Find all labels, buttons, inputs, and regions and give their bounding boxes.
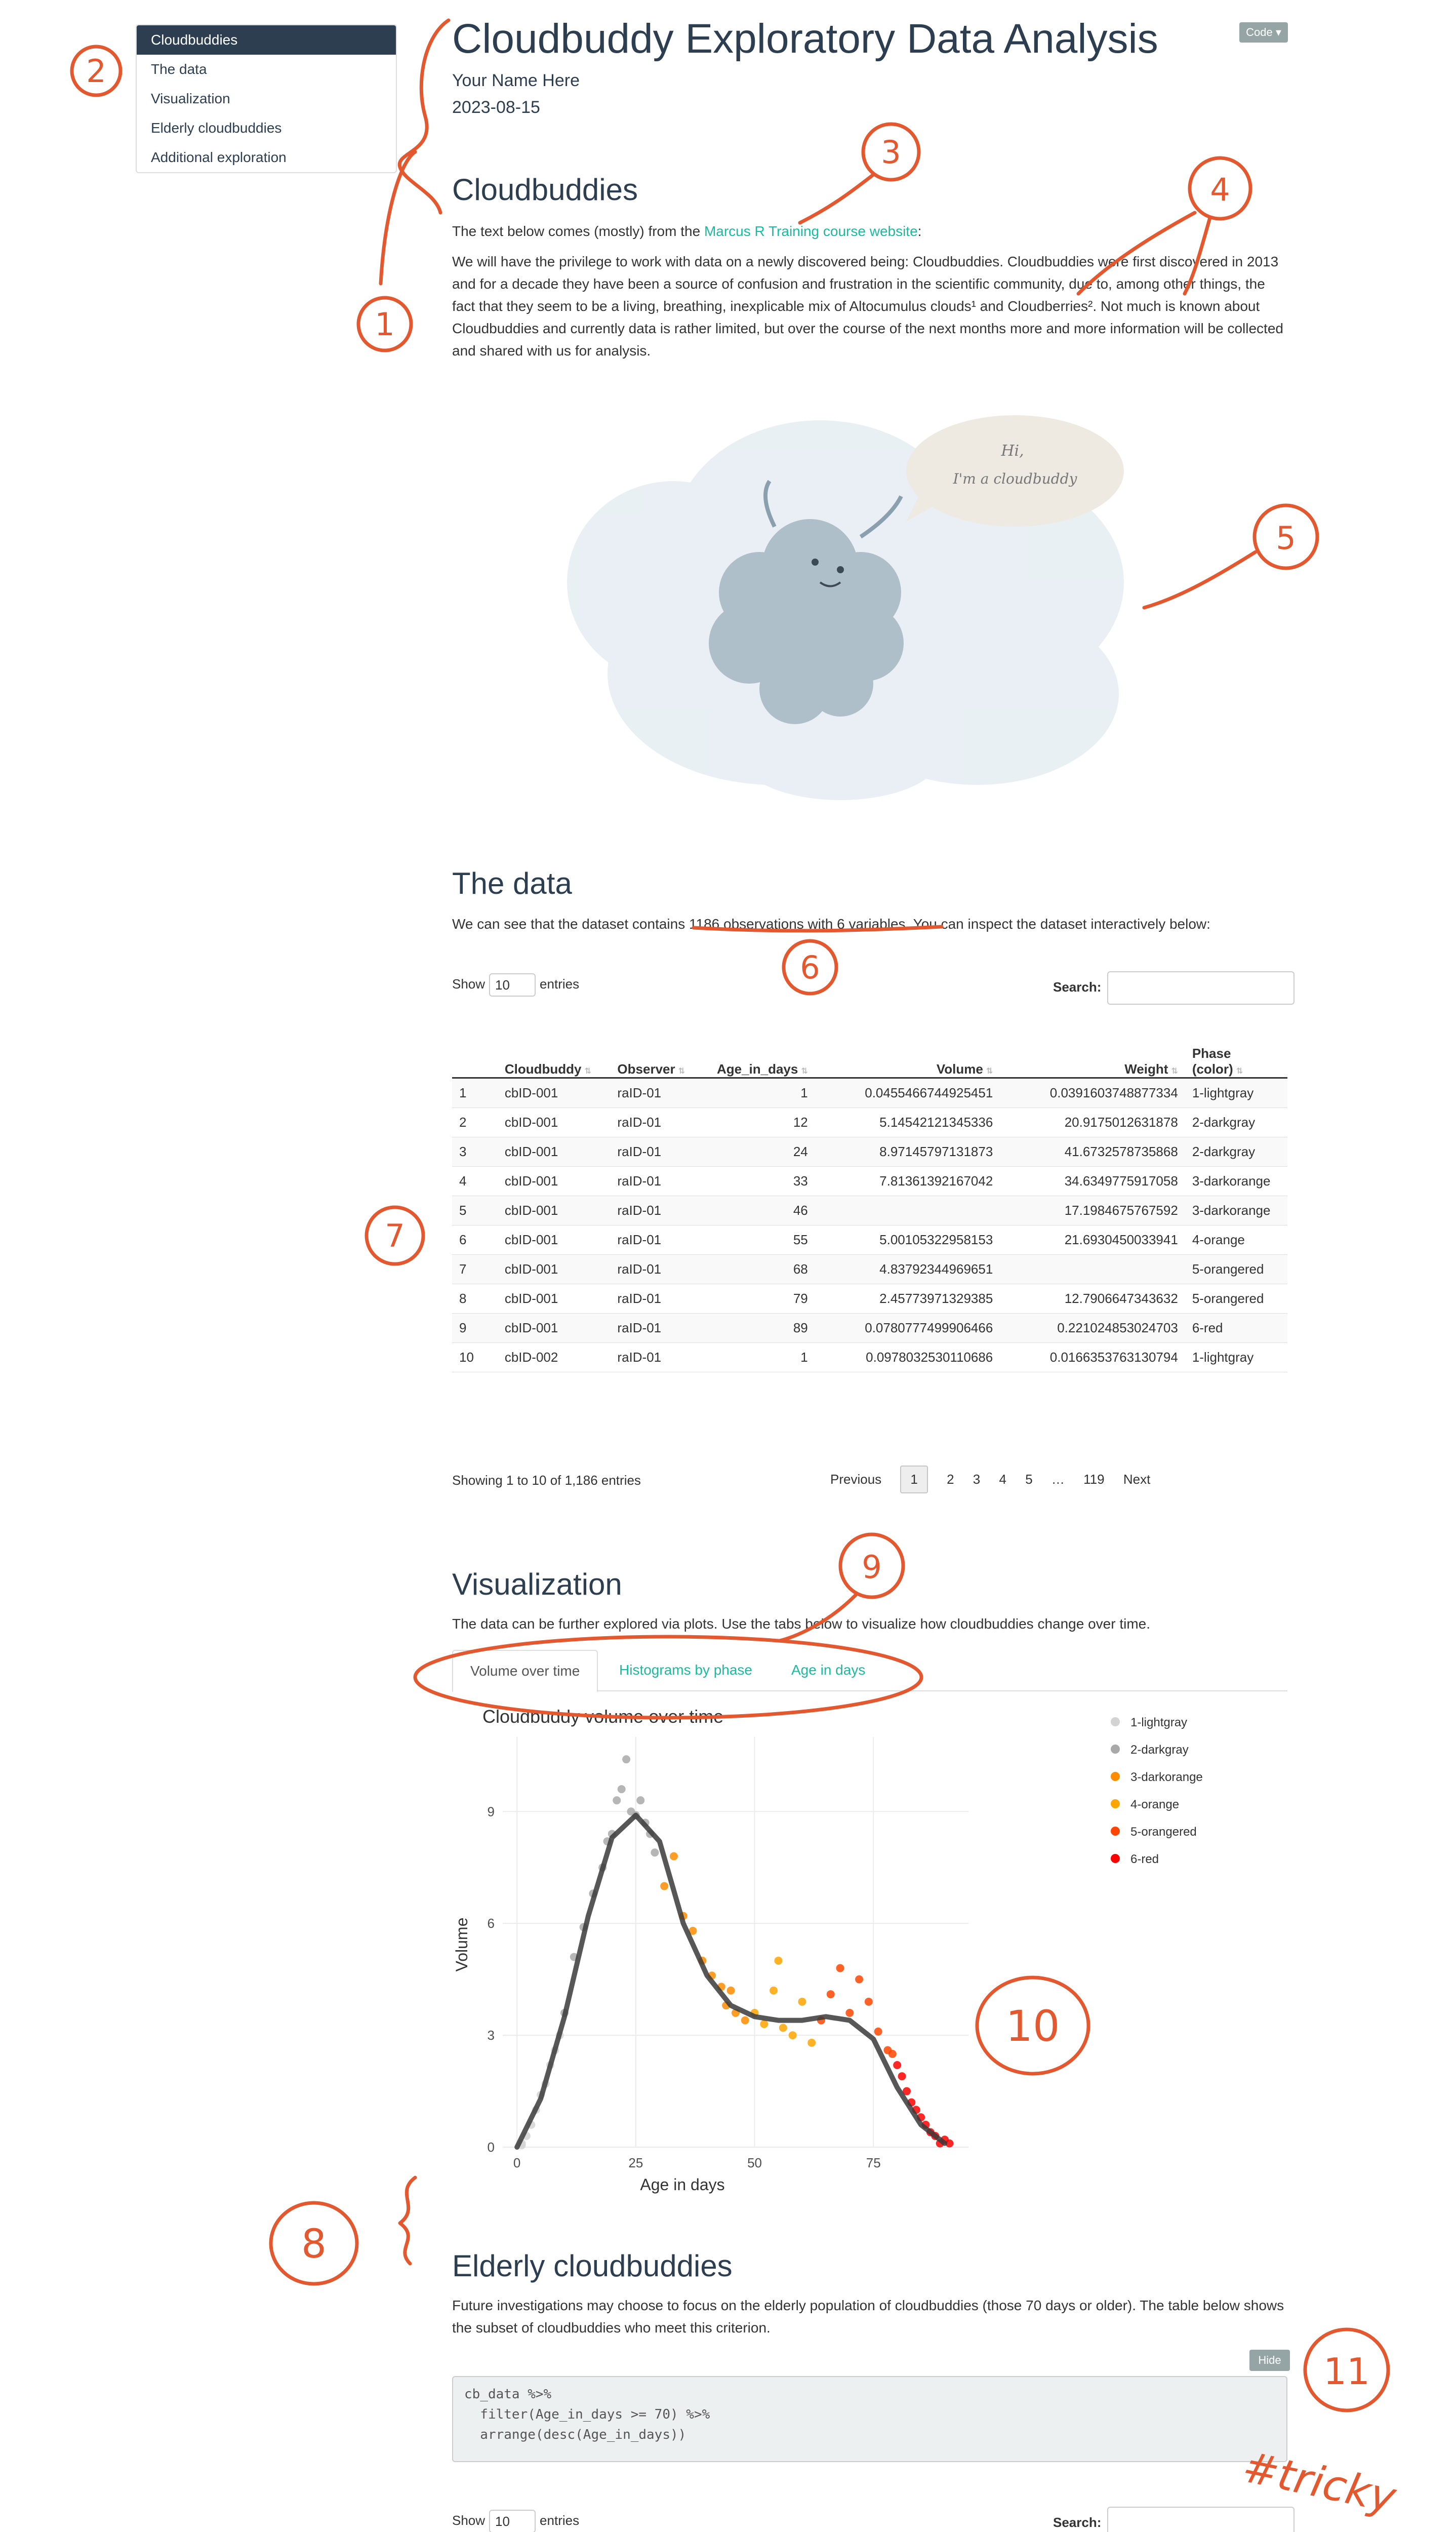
elderly-table-search (1053, 2507, 1295, 2532)
data-point (670, 1852, 678, 1861)
data-point (622, 1755, 630, 1763)
annotation-2 (72, 47, 120, 95)
speech-line-2: I'm a cloudbuddy (953, 470, 1077, 487)
date: 2023-08-15 (452, 98, 540, 117)
legend-label: 1-lightgray (1130, 1716, 1188, 1729)
code-dropdown-button[interactable]: Code ▾ (1239, 22, 1288, 43)
table-cell: 1-lightgray (1185, 1342, 1287, 1372)
section-heading: Elderly cloudbuddies (452, 2249, 733, 2283)
hide-code-button[interactable]: Hide (1249, 2350, 1290, 2371)
table-cell: cbID-001 (498, 1313, 611, 1342)
data-point (855, 1975, 863, 1984)
table-cell: cbID-001 (498, 1284, 611, 1313)
table-cell: 20.9175012631878 (1000, 1107, 1185, 1137)
show-label: Show (452, 976, 486, 992)
data-point (727, 1987, 735, 1995)
table-cell: 9 (452, 1313, 498, 1342)
data-point (770, 1987, 778, 1995)
data-point (874, 2028, 882, 2036)
table-cell: 8 (452, 1284, 498, 1313)
table-cell: raID-01 (610, 1225, 707, 1254)
volume-over-time-chart (452, 1702, 1292, 2198)
legend-marker (1111, 1854, 1120, 1863)
table-cell: 10 (452, 1342, 498, 1372)
visualization-text: The data can be further explored via plots. Use the tabs below to visualize how cloudbuddies change over time. (452, 1616, 1151, 1632)
tab-histograms-by-phase[interactable]: Histograms by phase (619, 1662, 753, 1678)
pager-page-1[interactable]: 1 (900, 1466, 927, 1493)
table-cell: cbID-001 (498, 1078, 611, 1107)
data-point (893, 2061, 901, 2069)
search-label: Search: (1053, 2514, 1102, 2530)
cloudbuddy-illustration (557, 370, 1190, 810)
table-cell: 55 (707, 1225, 815, 1254)
toc-item-elderly-cloudbuddies[interactable]: Elderly cloudbuddies (151, 120, 282, 136)
annotation-label-10: 10 (1005, 2001, 1060, 2051)
toc-item-visualization[interactable]: Visualization (151, 91, 230, 106)
legend-marker (1111, 1717, 1120, 1726)
data-point (888, 2050, 897, 2058)
plot-area (488, 1737, 968, 2170)
y-tick-label: 3 (487, 2028, 495, 2043)
page-title: Cloudbuddy Exploratory Data Analysis (452, 16, 1158, 62)
data-text-prefix: We can see that the dataset contains (452, 916, 690, 932)
speech-bubble (906, 415, 1124, 527)
table-cell: cbID-001 (498, 1196, 611, 1225)
data-point (798, 1998, 806, 2006)
code-line: cb_data %>% (464, 2387, 552, 2402)
data-point (807, 2039, 816, 2047)
table-cell: 1-lightgray (1185, 1078, 1287, 1107)
document-header (452, 15, 1158, 117)
table-cell: 5-orangered (1185, 1284, 1287, 1313)
sort-icon: ⇅ (801, 1066, 808, 1076)
table-cell: 33 (707, 1166, 815, 1196)
code-line: arrange(desc(Age_in_days)) (464, 2427, 686, 2442)
table-cell: raID-01 (610, 1107, 707, 1137)
author: Your Name Here (452, 71, 580, 90)
table-row (452, 1342, 1287, 1372)
table-cell: 0.0166353763130794 (1000, 1342, 1185, 1372)
table-cell: 0.0978032530110686 (815, 1342, 1000, 1372)
table-cell: 2.45773971329385 (815, 1284, 1000, 1313)
pager-page-2[interactable]: 2 (947, 1472, 954, 1487)
pager-page-3[interactable]: 3 (973, 1472, 981, 1487)
section-elderly-cloudbuddies (452, 2248, 1298, 2339)
course-website-link[interactable]: Marcus R Training course website (704, 223, 918, 239)
table-cell: 24 (707, 1137, 815, 1166)
table-cell: 21.6930450033941 (1000, 1225, 1185, 1254)
data-point (760, 2020, 768, 2028)
annotation-label-2: 2 (86, 53, 106, 90)
table-cell: cbID-001 (498, 1166, 611, 1196)
table-cell: 5.00105322958153 (815, 1225, 1000, 1254)
legend-marker (1111, 1745, 1120, 1754)
table-row (452, 1284, 1287, 1313)
legend-label: 5-orangered (1130, 1825, 1197, 1839)
annotation-label-6: 6 (800, 949, 820, 986)
table-cell: 0.0391603748877334 (1000, 1078, 1185, 1107)
pagination (815, 1466, 1150, 1493)
table-cell: 68 (707, 1254, 815, 1284)
elderly-text: Future investigations may choose to focus on the elderly population of cloudbuddies (those 70 days or older). The table below shows the subset of cloudbuddies who meet this criterion. (452, 2298, 1284, 2336)
tab-volume-over-time[interactable]: Volume over time (452, 1650, 598, 1692)
data-point (636, 1796, 644, 1804)
elderly-entries-length-control (452, 2510, 579, 2532)
data-point (789, 2031, 797, 2039)
y-tick-label: 6 (487, 1916, 495, 1931)
table-cell: 4-orange (1185, 1225, 1287, 1254)
table-cell: 3 (452, 1137, 498, 1166)
legend-label: 4-orange (1130, 1798, 1180, 1811)
sort-icon: ⇅ (1171, 1066, 1178, 1076)
table-cell: raID-01 (610, 1137, 707, 1166)
table-row (452, 1166, 1287, 1196)
table-row (452, 1196, 1287, 1225)
section-heading: Visualization (452, 1567, 622, 1601)
entries-label: entries (540, 976, 580, 992)
search-input[interactable] (1107, 971, 1295, 1005)
table-cell: 7 (452, 1254, 498, 1284)
data-point (741, 2016, 749, 2025)
annotation-label-8: 8 (301, 2222, 327, 2267)
sort-icon: ⇅ (1236, 1066, 1243, 1076)
pager-previous[interactable]: Previous (830, 1472, 882, 1487)
table-of-contents (136, 24, 397, 173)
table-cell: 7.81361392167042 (815, 1166, 1000, 1196)
data-point (660, 1882, 668, 1890)
section-visualization (452, 1567, 1298, 1635)
table-cell: 5-orangered (1185, 1254, 1287, 1284)
table-row (452, 1107, 1287, 1137)
table-cell: 1 (707, 1078, 815, 1107)
table-cell: cbID-002 (498, 1342, 611, 1372)
table-cell: 6 (452, 1225, 498, 1254)
chart-title: Cloudbuddy volume over time (482, 1706, 724, 1727)
section-cloudbuddies (452, 172, 1287, 362)
table-cell: raID-01 (610, 1196, 707, 1225)
table-cell: 6-red (1185, 1313, 1287, 1342)
annotation-label-7: 7 (385, 1217, 405, 1254)
annotation-label-4: 4 (1210, 171, 1230, 208)
annotation-tricky: #tricky (1238, 2441, 1400, 2523)
table-cell: 0.221024853024703 (1000, 1313, 1185, 1342)
table-cell: 5 (452, 1196, 498, 1225)
pager-ellipsis: … (1051, 1472, 1065, 1487)
table-cell: cbID-001 (498, 1225, 611, 1254)
data-point (865, 1998, 873, 2006)
table-cell: 12 (707, 1107, 815, 1137)
legend-marker (1111, 1772, 1120, 1781)
annotation-label-11: 11 (1323, 2350, 1370, 2393)
table-cell: 2-darkgray (1185, 1137, 1287, 1166)
annotation-6 (694, 927, 942, 994)
sort-icon: ⇅ (986, 1066, 993, 1076)
table-cell: 41.6732578735868 (1000, 1137, 1185, 1166)
chart-legend (1111, 1716, 1203, 1866)
col-header-volume[interactable]: Volume ⇅ (815, 1022, 1000, 1078)
table-cell: 5.14542121345336 (815, 1107, 1000, 1137)
y-tick-label: 9 (487, 1804, 495, 1819)
table-cell: 46 (707, 1196, 815, 1225)
table-cell: 0.0455466744925451 (815, 1078, 1000, 1107)
data-text-suffix: . You can inspect the dataset interactively below: (905, 916, 1210, 932)
data-point (845, 2009, 854, 2017)
table-cell: 4.83792344969651 (815, 1254, 1000, 1284)
plot-tabs (452, 1650, 1287, 1691)
table-row (452, 1254, 1287, 1284)
table-cell: 89 (707, 1313, 815, 1342)
entries-select[interactable]: 10 (489, 2510, 536, 2532)
data-table (452, 1022, 1287, 1372)
data-point (613, 1796, 621, 1804)
speech-line-1: Hi, (1001, 442, 1024, 460)
annotation-7 (367, 1207, 423, 1264)
search-input[interactable] (1107, 2507, 1295, 2532)
legend-marker (1111, 1799, 1120, 1808)
data-point (651, 1848, 659, 1856)
col-header-weight[interactable]: Weight ⇅ (1000, 1022, 1185, 1078)
pager-page-4[interactable]: 4 (999, 1472, 1006, 1487)
section-the-data (452, 866, 1298, 935)
toc-item-the-data[interactable]: The data (151, 61, 207, 77)
table-cell: 17.1984675767592 (1000, 1196, 1185, 1225)
table-cell: raID-01 (610, 1078, 707, 1107)
annotation-label-5: 5 (1276, 520, 1296, 557)
table-row (452, 1313, 1287, 1342)
pager-next[interactable]: Next (1123, 1472, 1151, 1487)
annotation-label-9: 9 (862, 1549, 882, 1586)
col-header-phase[interactable]: Phase (color) ⇅ (1185, 1022, 1287, 1078)
legend-label: 2-darkgray (1130, 1743, 1189, 1757)
intro-prefix: The text below comes (mostly) from the (452, 223, 704, 239)
annotation-label-1: 1 (375, 306, 395, 343)
search-label: Search: (1053, 979, 1102, 995)
table-cell: 2-darkgray (1185, 1107, 1287, 1137)
table-cell: raID-01 (610, 1342, 707, 1372)
table-cell: 4 (452, 1166, 498, 1196)
annotation-label-3: 3 (881, 134, 901, 171)
data-table-body (452, 1078, 1287, 1372)
toc-item-additional-exploration[interactable]: Additional exploration (151, 149, 287, 165)
table-cell: 12.7906647343632 (1000, 1284, 1185, 1313)
col-header-index (452, 1022, 498, 1078)
table-cell: raID-01 (610, 1313, 707, 1342)
table-cell: 0.0780777499906466 (815, 1313, 1000, 1342)
x-tick-label: 75 (866, 2155, 881, 2170)
y-axis-label: Volume (453, 1917, 471, 1972)
table-info: Showing 1 to 10 of 1,186 entries (452, 1473, 641, 1488)
tab-age-in-days[interactable]: Age in days (791, 1662, 866, 1678)
data-point (836, 1964, 844, 1972)
table-row (452, 1137, 1287, 1166)
sort-icon: ⇅ (678, 1066, 685, 1076)
table-row (452, 1078, 1287, 1107)
x-axis-label: Age in days (640, 2175, 725, 2194)
toc-item-cloudbuddies[interactable]: Cloudbuddies (137, 25, 396, 55)
table-row (452, 1225, 1287, 1254)
table-search (1053, 971, 1295, 1005)
table-cell: cbID-001 (498, 1137, 611, 1166)
table-cell: cbID-001 (498, 1107, 611, 1137)
x-tick-label: 0 (513, 2155, 521, 2170)
y-tick-label: 0 (487, 2140, 495, 2155)
elderly-code-block (452, 2376, 1287, 2462)
table-cell (1000, 1254, 1185, 1284)
entries-length-control (452, 973, 579, 997)
pager-page-5[interactable]: 5 (1025, 1472, 1033, 1487)
table-cell: raID-01 (610, 1284, 707, 1313)
entries-select[interactable]: 10 (489, 973, 536, 997)
col-header-age[interactable]: Age_in_days ⇅ (707, 1022, 815, 1078)
show-label: Show (452, 2512, 486, 2528)
x-tick-label: 50 (747, 2155, 762, 2170)
table-cell: raID-01 (610, 1166, 707, 1196)
section-heading: The data (452, 866, 572, 900)
data-point (898, 2072, 906, 2080)
table-cell: 2 (452, 1107, 498, 1137)
data-point (618, 1785, 626, 1793)
table-cell: raID-01 (610, 1254, 707, 1284)
table-cell: 1 (452, 1078, 498, 1107)
legend-label: 3-darkorange (1130, 1770, 1203, 1784)
col-header-cloudbuddy[interactable]: Cloudbuddy ⇅ (498, 1022, 611, 1078)
code-line: filter(Age_in_days >= 70) %>% (464, 2407, 710, 2422)
table-cell: 79 (707, 1284, 815, 1313)
data-point (779, 2024, 787, 2032)
legend-label: 6-red (1130, 1852, 1159, 1866)
sort-icon: ⇅ (584, 1066, 591, 1076)
intro-text (452, 220, 1287, 243)
table-cell (815, 1196, 1000, 1225)
col-header-observer[interactable]: Observer ⇅ (610, 1022, 707, 1078)
intro-suffix: : (917, 223, 922, 239)
legend-marker (1111, 1827, 1120, 1836)
observations-count: 1186 observations with 6 variables (689, 916, 906, 932)
table-cell: 3-darkorange (1185, 1196, 1287, 1225)
section-heading: Cloudbuddies (452, 173, 638, 207)
data-description (452, 913, 1298, 935)
table-cell: cbID-001 (498, 1254, 611, 1284)
intro-paragraph: We will have the privilege to work with data on a newly discovered being: Cloudbuddies. Cloudbuddies were first discovered in 2013 and for a decade they have been a source of confusion and frustration in the scientific community, due to, among other things, the fact that they seem to be a living, breathing, inexplicable mix of Altocumulus clouds¹ and Cloudberries². Not much is known about Cloudbuddies and currently data is rather limited, but over the course of the next months more and more information will be collected and shared with us for analysis. (452, 254, 1283, 359)
table-cell: 3-darkorange (1185, 1166, 1287, 1196)
table-cell: 8.97145797131873 (815, 1137, 1000, 1166)
data-point (774, 1957, 782, 1965)
x-tick-label: 25 (628, 2155, 643, 2170)
annotation-8 (271, 2178, 415, 2284)
table-cell: 34.6349775917058 (1000, 1166, 1185, 1196)
table-cell: 1 (707, 1342, 815, 1372)
pager-page-last[interactable]: 119 (1083, 1472, 1105, 1487)
entries-label: entries (540, 2512, 580, 2528)
data-point (827, 1990, 835, 1998)
